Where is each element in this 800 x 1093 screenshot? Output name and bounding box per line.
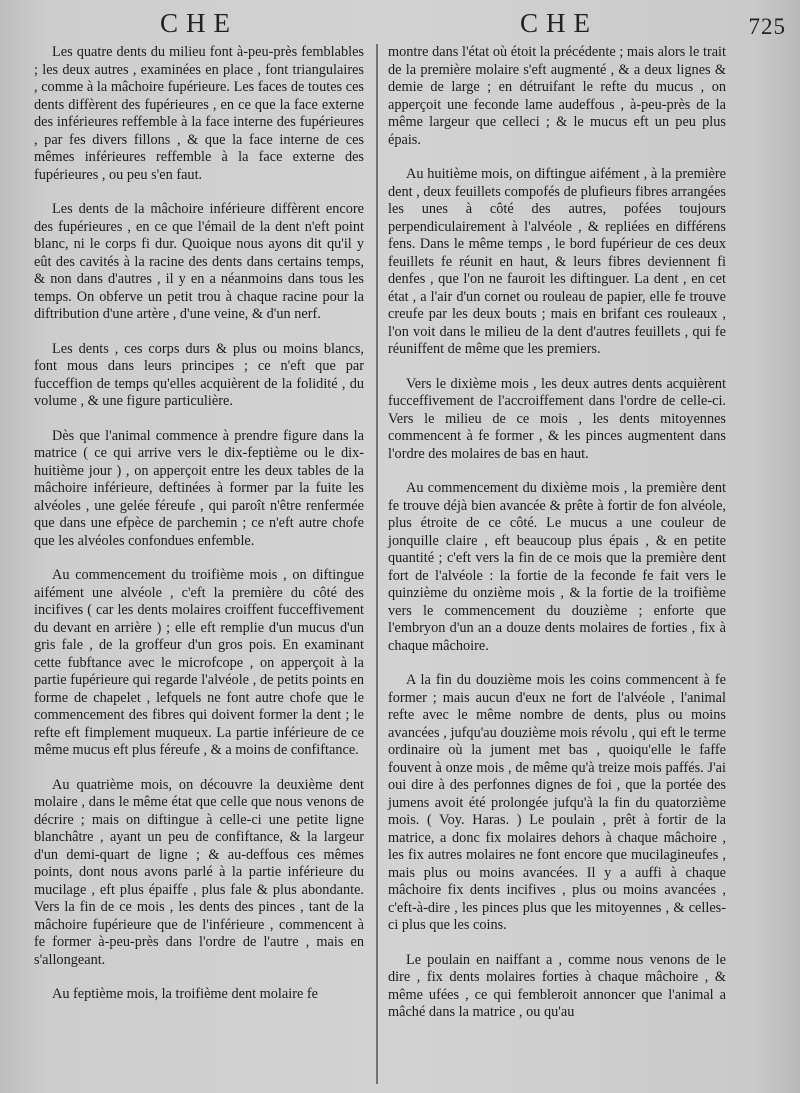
- running-header: [0, 8, 800, 42]
- paragraph: Au quatrième mois, on découvre la deuxième dent molaire , dans le même état que celle que nous venons de décrire ; mais on diftingue à celle-ci une petite ligne blanchâtre , ayant un peu de confiftance, & la largeur d'un demi-quart de ligne ; & au-deffous ces mêmes points, dont nous avons parlé à la partie inférieure du mucilage , eft plus épaiffe , plus fale & plus abondante. Vers la fin de ce mois , les dents des pinces , tant de la mâchoire fupérieure que de l'inférieure , commencent à fe former à-peu-près dans l'ordre de l'autre , mais en s'allongeant.: [34, 776, 364, 968]
- paragraph: Au commencement du dixième mois , la première dent fe trouve déjà bien avancée & prête à fortir de fon alvéole, plus étroite de ce côté. Le mucus a une couleur de jonquille claire , eft beaucoup plus épais , & en petite quantité ; c'eft vers la fin de ce mois que la première dent fort de l'alvéole : la fortie de la feconde fe fait vers le quinzième du onzième mois , & la fortie de la troifième vers le commencement du douzième ; enforte que l'embryon d'un an a douze dents molaires de forties , fix à chaque mâchoire.: [388, 480, 726, 654]
- paragraph: Vers le dixième mois , les deux autres dents acquièrent fucceffivement de l'accroiffement dans l'ordre de celle-ci. Vers le milieu de ce mois , les dents mitoyennes commencent à fe former , & les pinces augmentent dans l'ordre des molaires de bas en haut.: [388, 375, 726, 462]
- left-column: [34, 44, 364, 1021]
- running-head-left: CHE: [160, 8, 238, 38]
- column-divider: [376, 44, 378, 1084]
- paragraph: Le poulain en naiffant a , comme nous venons de le dire , fix dents molaires forties à chaque mâchoire , & même ufées , ce qui fembleroit annoncer que l'animal a mâché dans la matrice , ou qu'au: [388, 951, 726, 1020]
- page-number: 725: [748, 14, 786, 39]
- paragraph: Les dents , ces corps durs & plus ou moins blancs, font mous dans leurs principes ; ce n'eft que par fucceffion de temps qu'elles acquièrent de la folidité , du volume , & une figure particulière.: [34, 340, 364, 409]
- paragraph: montre dans l'état où étoit la précédente ; mais alors le trait de la première molaire s'eft augmenté , & a deux lignes & demie de large ; en détruifant le refte du mucus , on apperçoit une feconde lame audeffous , à-peu-près de la même largeur que celleci ; & le mucus eft un peu plus épais.: [388, 44, 726, 148]
- paragraph: Les quatre dents du milieu font à-peu-près femblables ; les deux autres , examinées en place , font triangulaires , comme à la mâchoire fupérieure. Les faces de toutes ces dents diffèrent des fupérieures , en ce que la face externe des inférieures reffemble à la face interne des fupérieures , par fes divers fillons , & que la face interne de ces mêmes inférieures reffemble à la face externe des fupérieures , ou peu s'en faut.: [34, 44, 364, 183]
- paragraph: Au feptième mois, la troifième dent molaire fe: [52, 986, 318, 1002]
- running-head-right: CHE: [520, 8, 598, 38]
- right-column: [388, 44, 726, 1039]
- paragraph: Les dents de la mâchoire inférieure diffèrent encore des fupérieures , en ce que l'émail de la dent n'eft point blanc, ni le corps fi dur. Quoique nous ayons dit qu'il y eût des cavités à la racine des dents dans certains temps, & non dans d'autres , il y en a néanmoins dans tous les temps. On obferve un petit trou à chaque racine pour la diftribution d'une artère , d'une veine, & d'un nerf.: [34, 201, 364, 322]
- paragraph: Au huitième mois, on diftingue aifément , à la première dent , deux feuillets compofés de plufieurs fibres arrangées les unes à côté des autres, pofées toujours perpendiculairement à l'alvéole , & repliées en différens fens. Dans le même temps , le bord fupérieur de ces deux feuillets fe réunit en haut, & leurs fibres deviennent fi denfes , que l'on ne fauroit les diftinguer. La dent , en cet état , a l'air d'un cornet ou rouleau de papier, elle fe trouve creufe par les deux bouts ; mais en brifant ces rouleaux , l'on voit dans le milieu de la dent d'autres feuillets , qui fe réuniffent de même que les premiers.: [388, 166, 726, 357]
- paragraph: A la fin du douzième mois les coins commencent à fe former ; mais aucun d'eux ne fort de l'alvéole , l'animal refte avec le même nombre de dents, plus ou moins avancées , jufqu'au douzième mois révolu , qui eft le terme ordinaire où la jument met bas , quoiqu'elle le faffe fouvent à onze mois , de même qu'à treize mois paffés. J'ai oui dire à des perfonnes dignes de foi , que la portée des jumens avoit été prolongée jufqu'à la fin du quatorzième mois. ( Voy. Haras. ) Le poulain , prêt à fortir de la matrice, a donc fix molaires dehors à chaque mâchoire , les fix autres molaires ne font encore que mucilagineufes , mais plus ou moins avancées. Il y a auffi à chaque mâchoire fix dents incifives , plus ou moins avancées , c'eft-à-dire , les pinces plus que les mitoyennes , & celles-ci plus que les coins.: [388, 672, 726, 933]
- paragraph: Dès que l'animal commence à prendre figure dans la matrice ( ce qui arrive vers le dix-feptième ou le dix-huitième jour ) , on apperçoit entre les deux tables de la mâchoire inférieure, deftinées à former par la fuite les alvéoles , une gelée féreufe , qui paroît n'être renfermée que dans une efpèce de parchemin ; ce n'eft autre chofe que les alvéoles confondues enfemble.: [34, 427, 364, 549]
- paragraph: Au commencement du troifième mois , on diftingue aifément une alvéole , c'eft la première du côté des incifives ( car les dents molaires croiffent fucceffivement du devant en arrière ) ; elle eft remplie d'un mucus d'un gris fale , de la groffeur d'un gros pois. En examinant cette fubftance avec le microfcope , on apperçoit à la partie fupérieure qui regarde l'alvéole , de petits points en forme de chapelet , lefquels ne font autre chofe que le commencement des fibres qui doivent former la dent ; le refte eft fimplement muqueux. La partie inférieure de ce même mucus eft plus féreufe , & a moins de confiftance.: [34, 567, 364, 758]
